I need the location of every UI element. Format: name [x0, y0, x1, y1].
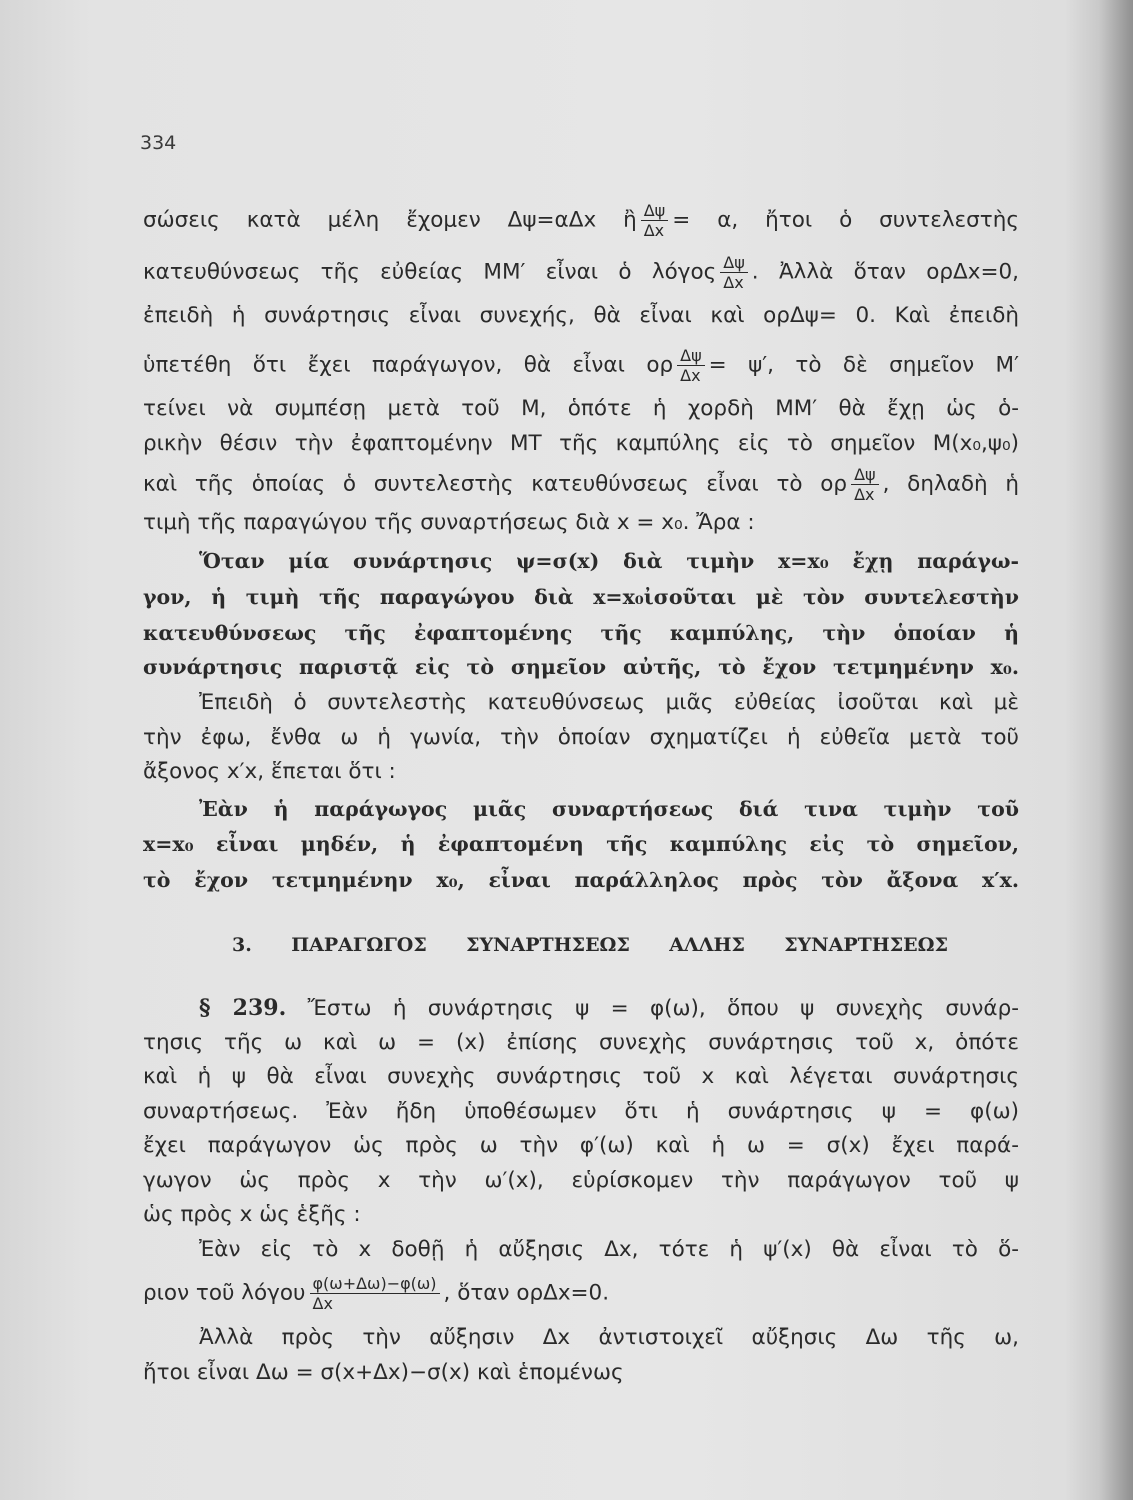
text-segment: = ψ′, τὸ δὲ σημεῖον Μ′	[708, 352, 1019, 378]
text-line	[143, 346, 1019, 385]
text-line	[143, 201, 1019, 240]
text-line: συναρτήσεως. Ἐὰν ἤδη ὑποθέσωμεν ὅτι ἡ συνάρτησις ψ = φ(ω)	[143, 1099, 1019, 1124]
fraction-denominator: Δx	[643, 221, 665, 240]
fraction-numerator: Δψ	[851, 465, 879, 485]
bold-text-line: Ἐὰν ἡ παράγωγος μιᾶς συναρτήσεως διά τινα τιμὴν τοῦ	[199, 797, 1019, 821]
text-line	[143, 253, 1019, 292]
text-segment: κατευθύνσεως τῆς εὐθείας ΜΜ′ εἶναι ὁ λόγος	[143, 259, 717, 285]
text-line: τιμὴ τῆς παραγώγου τῆς συναρτήσεως διὰ x = x₀. Ἄρα :	[143, 510, 755, 535]
bold-text-line: Ὅταν μία συνάρτησις ψ=σ(x) διὰ τιμὴν x=x₀ ἔχῃ παράγω-	[199, 549, 1019, 573]
text-segment: . Ἀλλὰ ὅταν ορΔx=0,	[751, 259, 1019, 285]
text-segment: , δηλαδὴ ἡ	[882, 471, 1019, 497]
text-line: ἔχει παράγωγον ὡς πρὸς ω τὴν φ′(ω) καὶ ἡ ω = σ(x) ἔχει παρά-	[143, 1133, 1019, 1158]
bold-text-line: τὸ ἔχον τετμημένην x₀, εἶναι παράλληλος πρὸς τὸν ἄξονα x′x.	[143, 868, 1019, 892]
fraction	[851, 465, 879, 504]
text-segment: Ἔστω ἡ συνάρτησις ψ = φ(ω), ὅπου ψ συνεχὴς συνάρ-	[307, 996, 1019, 1021]
bold-text-line: κατευθύνσεως τῆς ἐφαπτομένης τῆς καμπύλης, τὴν ὁποίαν ἡ	[143, 621, 1019, 645]
text-line: Ἐὰν εἰς τὸ x δοθῇ ἡ αὔξησις Δx, τότε ἡ ψ′(x) θὰ εἶναι τὸ ὅ-	[199, 1237, 1019, 1262]
text-line: ρικὴν θέσιν τὴν ἐφαπτομένην ΜΤ τῆς καμπύλης εἰς τὸ σημεῖον Μ(x₀,ψ₀)	[143, 431, 1019, 456]
text-segment: καὶ τῆς ὁποίας ὁ συντελεστὴς κατευθύνσεως εἶναι τὸ ορ	[143, 471, 848, 497]
text-segment: , ὅταν ορΔx=0.	[443, 1280, 610, 1306]
text-line: ἐπειδὴ ἡ συνάρτησις εἶναι συνεχής, θὰ εἶναι καὶ ορΔψ= 0. Καὶ ἐπειδὴ	[143, 303, 1019, 328]
text-line: καὶ ἡ ψ θὰ εἶναι συνεχὴς συνάρτησις τοῦ x καὶ λέγεται συνάρτησις	[143, 1064, 1019, 1089]
text-line: ὡς πρὸς x ὡς ἑξῆς :	[143, 1202, 361, 1227]
text-line	[143, 465, 1019, 504]
fraction-denominator: Δx	[680, 366, 701, 385]
page-number: 334	[140, 132, 177, 154]
text-line: ἄξονος x′x, ἕπεται ὅτι :	[143, 759, 396, 784]
fraction-numerator: Δψ	[677, 346, 705, 366]
fraction-numerator: φ(ω+Δω)−φ(ω)	[310, 1274, 440, 1294]
text-line: γωγον ὡς πρὸς x τὴν ω′(x), εὑρίσκομεν τὴν παράγωγον τοῦ ψ	[143, 1168, 1019, 1193]
text-line: Ἀλλὰ πρὸς τὴν αὔξησιν Δx ἀντιστοιχεῖ αὔξησις Δω τῆς ω,	[199, 1325, 1019, 1350]
fraction	[720, 253, 748, 292]
section-heading: 3. ΠΑΡΑΓΩΓΟΣ ΣΥΝΑΡΤΗΣΕΩΣ ΑΛΛΗΣ ΣΥΝΑΡΤΗΣΕΩΣ	[232, 934, 948, 956]
text-line: τείνει νὰ συμπέσῃ μετὰ τοῦ Μ, ὁπότε ἡ χορδὴ ΜΜ′ θὰ ἔχῃ ὡς ὁ-	[143, 396, 1019, 421]
text-segment: ὑπετέθη ὅτι ἔχει παράγωγον, θὰ εἶναι ορ	[143, 352, 674, 378]
fraction-denominator: Δx	[723, 273, 744, 292]
text-line	[199, 993, 1019, 1024]
fraction-numerator: Δψ	[641, 201, 669, 221]
fraction	[677, 346, 705, 385]
text-line: ἤτοι εἶναι Δω = σ(x+Δx)−σ(x) καὶ ἑπομένως	[143, 1360, 624, 1385]
fraction	[310, 1274, 440, 1313]
fraction-denominator: Δx	[854, 485, 875, 504]
text-segment: σώσεις κατὰ μέλη ἔχομεν Δψ=αΔx ἢ	[143, 207, 637, 233]
bold-text-line: γον, ἡ τιμὴ τῆς παραγώγου διὰ x=x₀ἰσοῦται μὲ τὸν συντελεστὴν	[143, 585, 1019, 609]
text-line	[143, 1274, 1019, 1313]
bold-text-line: συνάρτησις παριστᾷ εἰς τὸ σημεῖον αὐτῆς, τὸ ἔχον τετμημένην x₀.	[143, 655, 1019, 679]
fraction	[641, 201, 669, 240]
text-line: τὴν ἐφω, ἔνθα ω ἡ γωνία, τὴν ὁποίαν σχηματίζει ἡ εὐθεῖα μετὰ τοῦ	[143, 725, 1019, 750]
text-segment: = α, ἤτοι ὁ συντελεστὴς	[672, 207, 1019, 233]
text-line: τησις τῆς ω καὶ ω = (x) ἐπίσης συνεχὴς συνάρτησις τοῦ x, ὁπότε	[143, 1030, 1019, 1055]
text-segment: ριον τοῦ λόγου	[143, 1280, 306, 1306]
fraction-numerator: Δψ	[720, 253, 748, 273]
bold-text-line: x=x₀ εἶναι μηδέν, ἡ ἐφαπτομένη τῆς καμπύλης εἰς τὸ σημεῖον,	[143, 832, 1019, 856]
section-number: § 239.	[199, 995, 287, 1021]
text-line: Ἐπειδὴ ὁ συντελεστὴς κατευθύνσεως μιᾶς εὐθείας ἰσοῦται καὶ μὲ	[199, 690, 1019, 715]
fraction-denominator: Δx	[312, 1294, 333, 1313]
